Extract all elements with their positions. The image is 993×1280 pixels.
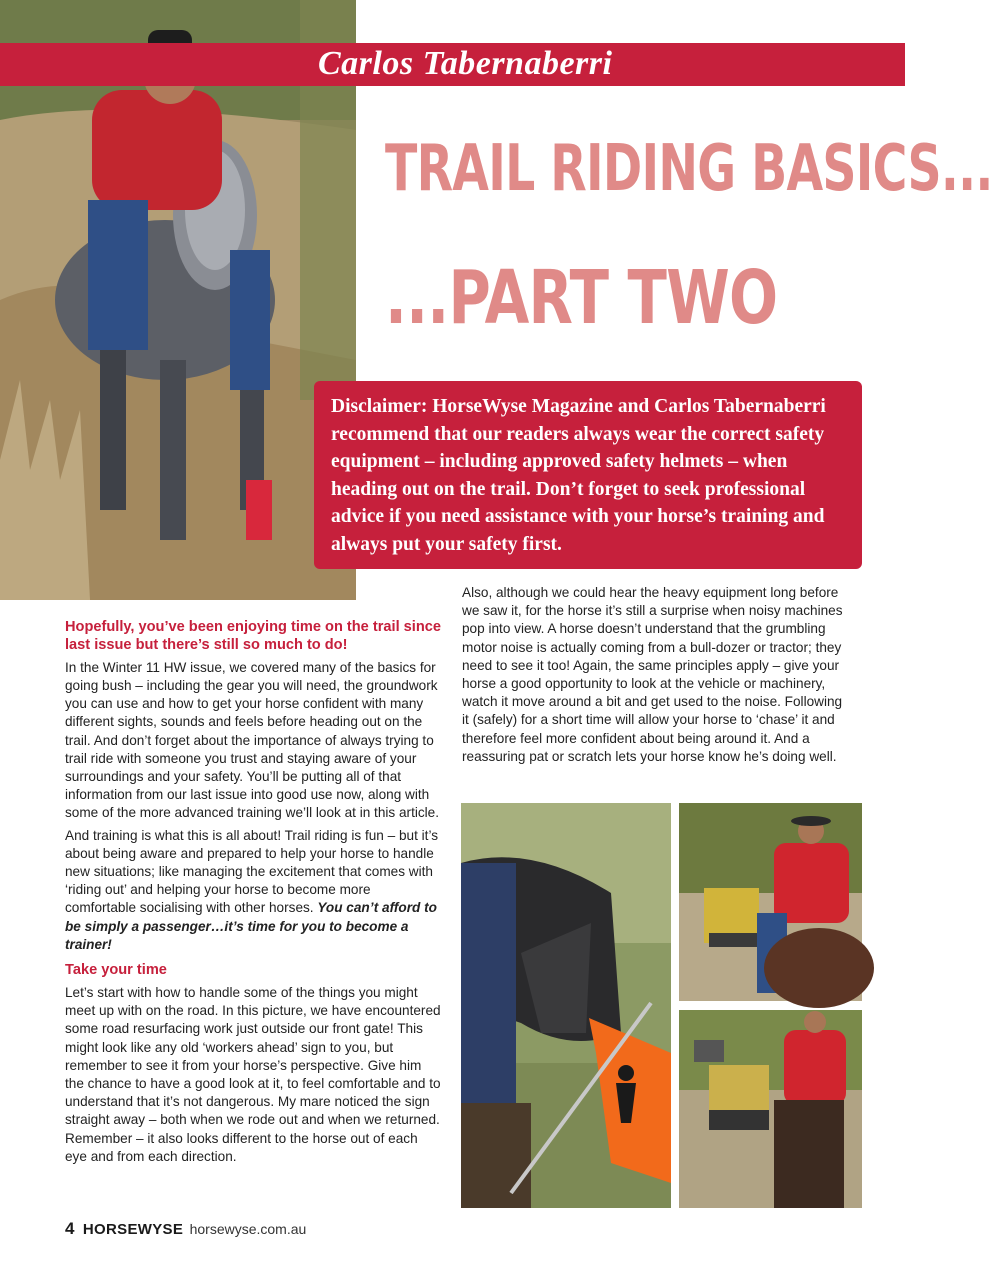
- article-subhead: Take your time: [65, 962, 167, 979]
- disclaimer-box: [314, 381, 862, 569]
- photo-rider-machinery-2: [679, 1010, 862, 1208]
- disclaimer-text: Disclaimer: HorseWyse Magazine and Carlos Tabernaberri recommend that our readers always wear the correct safety equipment – including approved safety helmets – when heading out on the trail. Don’t forget to seek professional advice if you need assistance with your horse’s training and always put your safety first.: [331, 396, 826, 555]
- article-title-line-1: TRAIL RIDING BASICS...: [385, 132, 993, 206]
- photo-rider-machinery-1-illustration: [679, 803, 862, 1001]
- photo-roadworks-sign: [461, 803, 671, 1208]
- magazine-brand: HORSEWYSE: [82, 1221, 184, 1238]
- article-paragraph-1: In the Winter 11 HW issue, we covered many of the basics for going bush – including the gear you will need, the groundwork you can use and how to get your horse confident with many different sights, sounds and feels before heading out on the trail. And don’t forget about the importance of always trying to trail ride with someone you trust and staying aware of your surroundings and your safety. You’ll be putting all of that information from our last issue into good use now, along with some of the more advanced training we’ll look at in this article.: [65, 659, 440, 821]
- magazine-url: horsewyse.com.au: [189, 1221, 307, 1237]
- hero-photo-illustration: [0, 0, 356, 600]
- article-column-left: [65, 618, 441, 1170]
- photo-roadworks-sign-illustration: [461, 803, 671, 1208]
- author-name: Carlos Tabernaberri: [318, 45, 613, 82]
- page-footer: [65, 1219, 306, 1239]
- photo-rider-machinery-1: [679, 803, 862, 1001]
- hero-photo: [0, 0, 356, 600]
- article-paragraph-4: Also, although we could hear the heavy equipment long before we saw it, for the horse it’s still a surprise when noisy machines pop into view. A horse doesn’t understand that the grumbling motor noise is actually coming from a bull-dozer or tractor; they need to see it too! Again, the same principles apply – give your horse a good opportunity to look at the vehicle or machinery, watch it move around a bit and get used to the noise. Following it (safely) for a short time will allow your horse to ‘chase’ it and therefore feel more confident about being around it. And a reassuring pat or scratch lets your horse know he’s doing well.: [462, 585, 843, 764]
- article-paragraph-3: Let’s start with how to handle some of the things you might meet up with on the road. In this picture, we have encountered some road resurfacing work just outside our front gate! This might look like any old ‘workers ahead’ sign to you, but remember to see it from your horse’s perspective. Give him the chance to have a good look at it, to feel comfortable and to understand that it’s not dangerous. My mare noticed the sign straight away – both when we rode out and when we returned. Remember – it also looks different to the horse out of each eye and from each direction.: [65, 985, 441, 1164]
- article-lead: Hopefully, you’ve been enjoying time on the trail since last issue but there’s still so much to do!: [65, 619, 441, 654]
- article-paragraph-2-emphasis: You can’t afford to be simply a passenger…it’s time for you to become a trainer!: [65, 900, 437, 952]
- page-number: 4: [65, 1219, 75, 1238]
- article-paragraph-2-text: And training is what this is all about! Trail riding is fun – but it’s about being aware and prepared to help your horse to handle new situations; like managing the excitement that comes with ‘riding out’ and helping your horse to become more comfortable socialising with other horses.: [65, 827, 439, 916]
- article-column-right: [462, 584, 844, 770]
- article-title-line-2: ...PART TWO: [385, 255, 778, 341]
- author-name-bar: [0, 43, 905, 86]
- article-paragraph-2: [65, 827, 441, 954]
- photo-rider-machinery-2-illustration: [679, 1010, 862, 1208]
